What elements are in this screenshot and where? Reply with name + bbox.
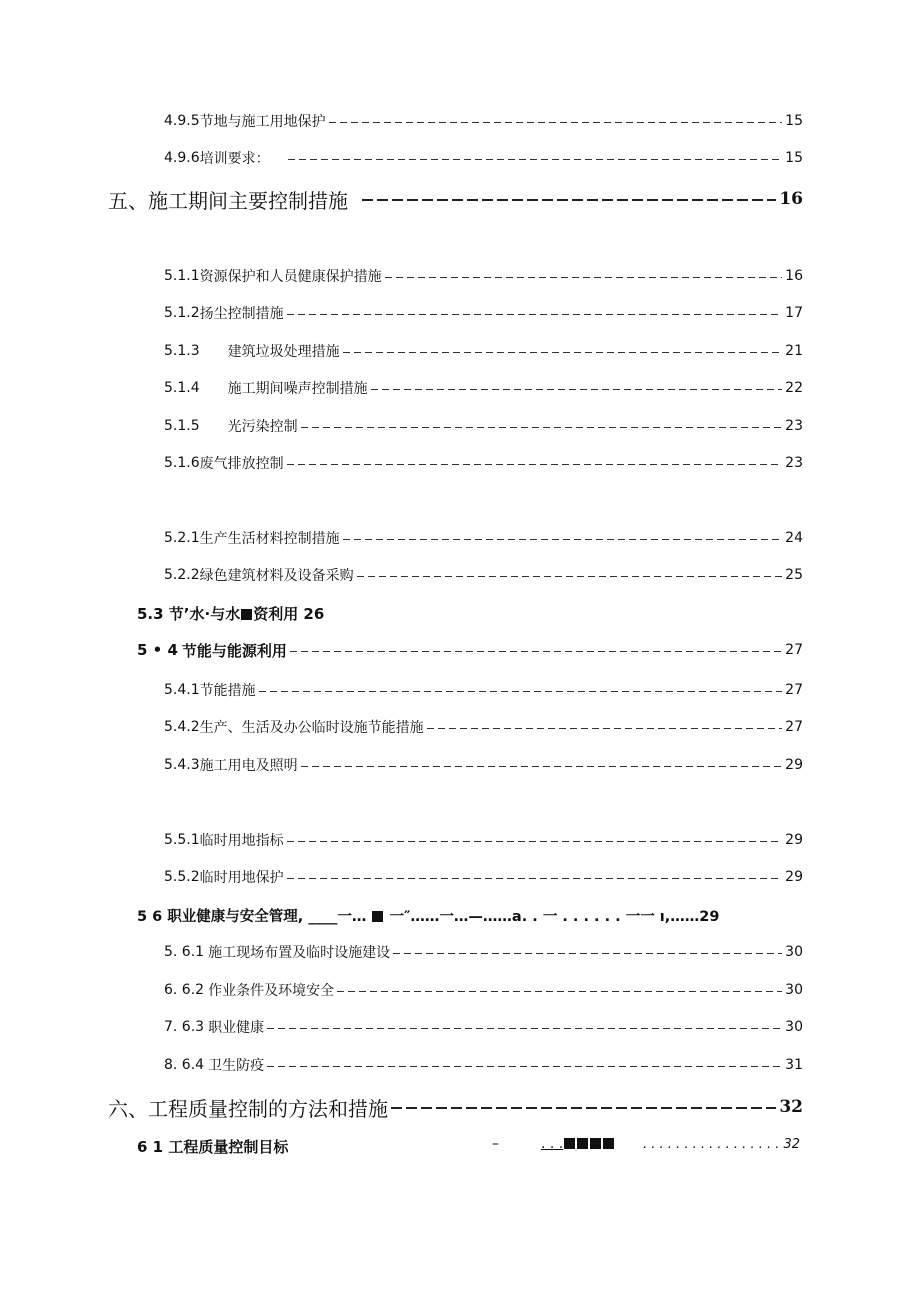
toc-title: 光污染控制 [227,419,298,435]
toc-title-part: 5.3 节’水·与水 [137,605,241,623]
toc-entry-5-1-3[interactable] [164,338,803,364]
toc-entry-5-1-2[interactable] [164,300,803,326]
toc-entry-4-9-5[interactable] [164,108,803,134]
toc-page: 17 [785,305,803,321]
toc-title-part: 5 6 职业健康与安全管理, ____一… [137,909,372,925]
toc-number: 5.1.1 [164,268,200,284]
toc-number: 5.5.2 [164,869,200,885]
toc-title: 卫生防疫 [208,1058,265,1074]
black-square-glyph [564,1138,575,1149]
toc-title: 施工现场布置及临时设施建设 [208,945,391,961]
toc-leader [391,1107,776,1109]
black-square-glyph [241,609,252,620]
toc-entry-4-9-6[interactable] [164,145,803,171]
toc-page: 30 [785,982,803,998]
toc-leader [301,427,783,428]
toc-page: 23 [785,455,803,471]
toc-page: 27 [785,719,803,735]
toc-leader-fragment [541,1136,615,1152]
toc-entry-5-5-1[interactable] [164,827,803,853]
black-square-glyph [577,1138,588,1149]
toc-page: 32 [779,1097,803,1117]
toc-section-5-3[interactable] [137,603,324,624]
toc-title: 建筑垃圾处理措施 [227,344,340,360]
toc-number: 5. 6.1 [164,944,205,960]
toc-entry-5-1-5[interactable] [164,413,803,439]
toc-page: 30 [785,944,803,960]
toc-leader [259,691,783,692]
toc-leader [393,953,782,954]
toc-entry-5-2-1[interactable] [164,525,803,551]
toc-section-6-1[interactable] [137,1136,288,1157]
toc-entry-5-4-1[interactable] [164,677,803,703]
toc-leader [329,122,783,123]
toc-number: 5.4.2 [164,719,200,735]
toc-title: 临时用地保护 [199,870,284,886]
toc-leader [287,841,783,842]
toc-leader [371,389,783,390]
toc-number: 5.1.6 [164,455,200,471]
black-square-glyph [372,911,383,922]
toc-page: 16 [779,189,803,209]
toc-section-5-6[interactable] [137,905,719,926]
toc-page: 23 [785,418,803,434]
toc-entry-5-1-4[interactable] [164,375,803,401]
toc-page: 16 [785,268,803,284]
toc-title: 节能措施 [199,683,256,699]
toc-leader [287,878,783,879]
toc-leader [337,991,782,992]
toc-number: 4.9.5 [164,113,200,129]
toc-chapter-5[interactable] [108,183,803,215]
toc-entry-6-2[interactable] [164,977,803,1003]
toc-entry-5-4-2[interactable] [164,714,803,740]
toc-page: 29 [785,832,803,848]
toc-page: 21 [785,343,803,359]
toc-title: 施工用电及照明 [199,758,298,774]
toc-page: 27 [785,642,803,658]
toc-number: 5.1.2 [164,305,200,321]
toc-leader [343,352,783,353]
toc-entry-6-4[interactable] [164,1052,803,1078]
toc-leader [287,464,783,465]
toc-leader [290,651,782,652]
toc-number: 5.2.2 [164,567,200,583]
toc-page: . . . . . . . . . . . . . . . . . 32 [643,1137,801,1152]
toc-number: 5.4.1 [164,682,200,698]
toc-number: 5.4.3 [164,757,200,773]
toc-leader [267,1066,782,1067]
toc-number: 5.2.1 [164,530,200,546]
toc-leader [385,277,783,278]
toc-title: 扬尘控制措施 [199,306,284,322]
black-square-glyph [590,1138,601,1149]
toc-number: 7. 6.3 [164,1019,205,1035]
toc-leader [287,314,783,315]
toc-title: 节地与施工用地保护 [199,114,326,130]
toc-title-part: 一″……一…—……a. . 一 . . . . . . 一一 ı,……29 [384,909,720,925]
toc-number: 5.1.3 [164,343,200,359]
toc-entry-5-4-3[interactable] [164,752,803,778]
toc-page: 29 [785,757,803,773]
toc-page: 30 [785,1019,803,1035]
toc-title: 临时用地指标 [199,833,284,849]
toc-title: 废气排放控制 [199,456,284,472]
toc-page: 24 [785,530,803,546]
toc-number: 5.1.5 [164,418,200,434]
toc-title: 节能与能源利用 [181,641,287,660]
toc-entry-5-5-2[interactable] [164,864,803,890]
toc-title: 生产、生活及办公临时设施节能措施 [199,720,424,736]
toc-title: 6 1 工程质量控制目标 [137,1138,289,1156]
toc-page: 15 [785,150,803,166]
toc-number: 6. 6.2 [164,982,205,998]
toc-entry-6-3[interactable] [164,1014,803,1040]
toc-title: 六、工程质量控制的方法和措施 [108,1096,388,1121]
toc-page: 25 [785,567,803,583]
toc-page: 31 [785,1057,803,1073]
toc-page: 22 [785,380,803,396]
toc-entry-5-2-2[interactable] [164,562,803,588]
toc-title: 资源保护和人员健康保护措施 [199,269,382,285]
toc-entry-5-1-6[interactable] [164,450,803,476]
black-square-glyph [603,1138,614,1149]
toc-section-5-4[interactable] [137,637,803,663]
toc-title: 生产生活材料控制措施 [199,531,340,547]
toc-number: 5.1.4 [164,380,200,396]
toc-leader [362,199,776,201]
toc-leader [288,159,783,160]
toc-leader-part: . . . [541,1136,564,1152]
toc-page: 15 [785,113,803,129]
toc-number: 8. 6.4 [164,1057,205,1073]
toc-title: 作业条件及环境安全 [208,983,335,999]
toc-number: 5 • 4 [137,641,178,659]
toc-title: 职业健康 [208,1020,265,1036]
toc-leader-fragment: – [492,1136,499,1152]
toc-leader [301,766,783,767]
toc-title: 五、施工期间主要控制措施 [108,188,348,213]
toc-number: 5.5.1 [164,832,200,848]
toc-title: 培训要求： [199,151,270,167]
toc-page: 29 [785,869,803,885]
toc-title-part: 资利用 26 [253,605,325,623]
toc-leader [343,539,783,540]
toc-page: 27 [785,682,803,698]
toc-title: 绿色建筑材料及设备采购 [199,568,354,584]
toc-leader [357,576,783,577]
toc-entry-6-1[interactable] [164,939,803,965]
toc-number: 4.9.6 [164,150,200,166]
toc-leader [427,728,783,729]
toc-leader [267,1028,782,1029]
toc-title: 施工期间噪声控制措施 [227,381,368,397]
toc-chapter-6[interactable] [108,1091,803,1123]
toc-entry-5-1-1[interactable] [164,263,803,289]
